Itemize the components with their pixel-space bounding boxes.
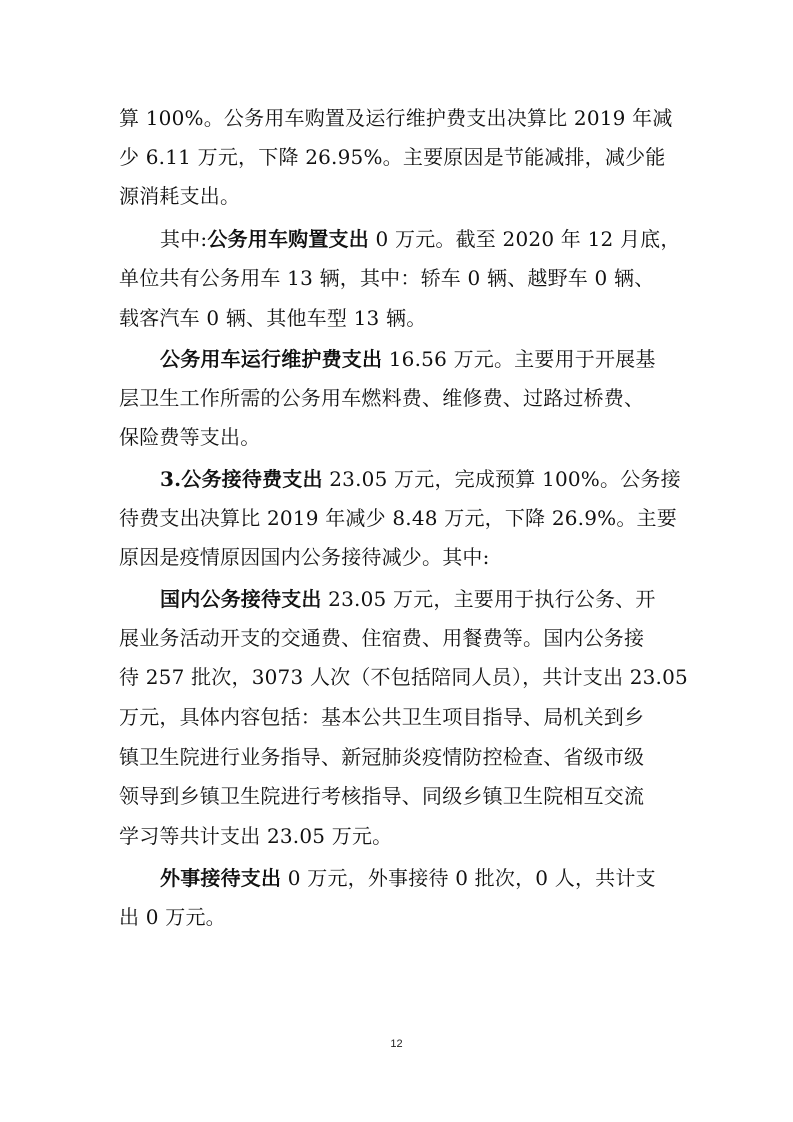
line-text: 待 257 批次，3073 人次（不包括陪同人员），共计支出 23.05 — [119, 665, 688, 689]
paragraph-first-line — [160, 587, 680, 611]
page-number: 12 — [390, 1038, 403, 1050]
line-text: 23.05 万元，完成预算 100%。公务接 — [322, 467, 681, 491]
line-text: 领导到乡镇卫生院进行考核指导、同级乡镇卫生院相互交流 — [119, 784, 645, 808]
body-text-line — [119, 506, 679, 530]
body-text-line — [119, 106, 679, 130]
line-text: 保险费等支出。 — [119, 425, 261, 449]
line-text: 镇卫生院进行业务指导、新冠肺炎疫情防控检查、省级市级 — [119, 745, 645, 769]
body-text-line — [119, 665, 688, 689]
line-text: 展业务活动开支的交通费、住宿费、用餐费等。国内公务接 — [119, 626, 645, 650]
line-text: 载客汽车 0 辆、其他车型 13 辆。 — [119, 306, 427, 330]
body-text-line — [119, 425, 679, 449]
line-text: 0 万元。截至 2020 年 12 月底， — [368, 227, 681, 251]
paragraph-first-line — [160, 347, 680, 371]
section-heading: 国内公务接待支出 — [160, 587, 322, 611]
line-text: 16.56 万元。主要用于开展基 — [382, 347, 656, 371]
paragraph-first-line — [160, 866, 680, 890]
section-heading: 外事接待支出 — [160, 866, 282, 890]
body-text-line — [119, 145, 679, 169]
line-text: 单位共有公务用车 13 辆，其中：轿车 0 辆、越野车 0 辆、 — [119, 266, 655, 290]
line-text: 源消耗支出。 — [119, 184, 241, 208]
line-text: 学习等共计支出 23.05 万元。 — [119, 824, 393, 848]
line-text: 出 0 万元。 — [119, 905, 226, 929]
section-heading: 3.公务接待费支出 — [160, 467, 323, 491]
line-text: 少 6.11 万元，下降 26.95%。主要原因是节能减排，减少能 — [119, 145, 666, 169]
line-text: 23.05 万元，主要用于执行公务、开 — [321, 587, 656, 611]
body-text-line — [119, 626, 679, 650]
section-heading: 公务用车购置支出 — [207, 227, 369, 251]
body-text-line — [119, 745, 679, 769]
body-text-line — [119, 905, 679, 929]
line-lead-text: 其中: — [160, 227, 208, 251]
body-text-line — [119, 545, 679, 569]
paragraph-first-line — [160, 467, 680, 491]
body-text-line — [119, 266, 679, 290]
body-text-line — [119, 705, 679, 729]
line-text: 万元，具体内容包括：基本公共卫生项目指导、局机关到乡 — [119, 705, 645, 729]
line-text: 层卫生工作所需的公务用车燃料费、维修费、过路过桥费、 — [119, 386, 645, 410]
line-text: 0 万元，外事接待 0 批次，0 人，共计支 — [281, 866, 656, 890]
body-text-line — [119, 306, 679, 330]
line-text: 原因是疫情原因国内公务接待减少。其中: — [119, 545, 490, 569]
body-text-line — [119, 184, 679, 208]
section-heading: 公务用车运行维护费支出 — [160, 347, 383, 371]
body-text-line — [119, 784, 679, 808]
body-text-line — [119, 386, 679, 410]
paragraph-first-line — [160, 227, 680, 251]
line-text: 算 100%。公务用车购置及运行维护费支出决算比 2019 年减 — [119, 106, 673, 130]
line-text: 待费支出决算比 2019 年减少 8.48 万元，下降 26.9%。主要 — [119, 506, 677, 530]
body-text-line — [119, 824, 679, 848]
